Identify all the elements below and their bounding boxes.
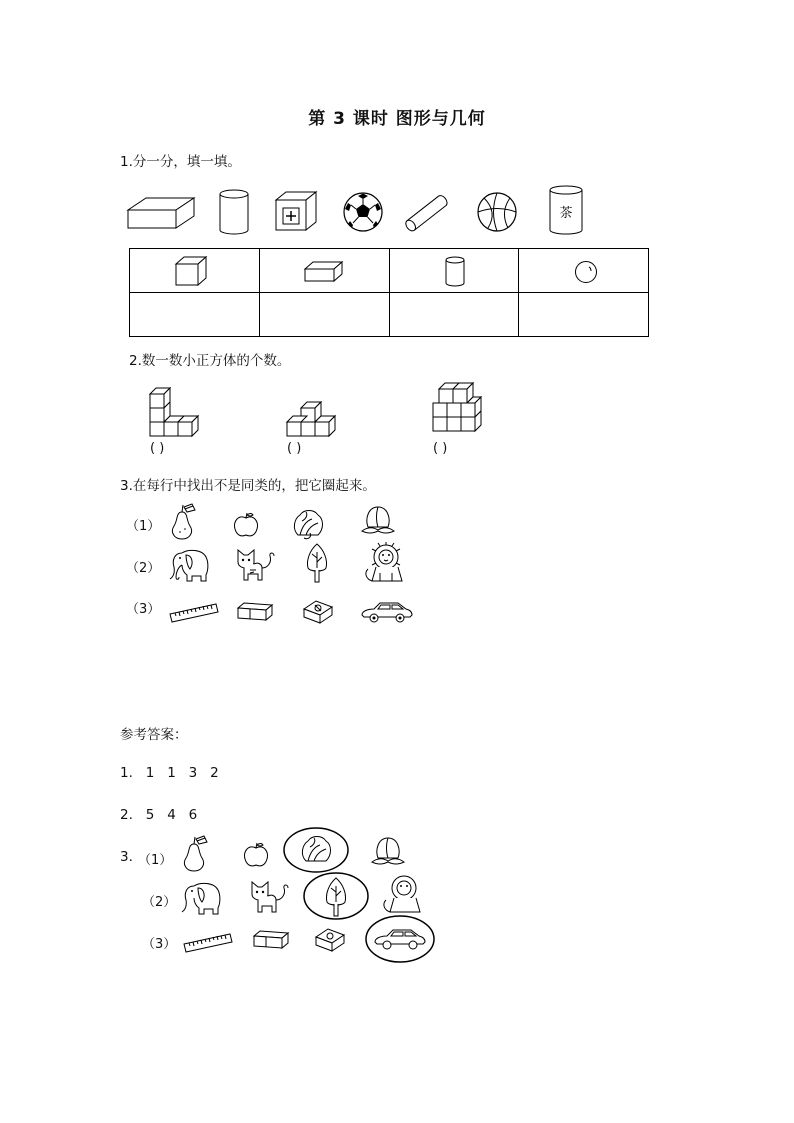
cube-stack-1 — [149, 385, 205, 439]
answer-eraser-icon — [252, 928, 292, 952]
header-cuboid — [259, 249, 389, 293]
row-label-1: （1） — [126, 519, 161, 534]
question-2-label: 2.数一数小正方体的个数。 — [129, 353, 291, 369]
answer-elephant-icon — [180, 878, 222, 918]
tilted-cylinder-icon — [402, 190, 454, 234]
header-sphere — [519, 249, 649, 293]
page-title: 第 3 课时 图形与几何 — [308, 109, 486, 129]
answer-3-prefix: 3. — [120, 849, 133, 865]
cylinder-small-icon — [445, 256, 465, 288]
answer-sharpener-icon — [314, 925, 346, 953]
answers-label: 参考答案： — [120, 727, 188, 743]
pear-icon — [168, 502, 198, 540]
answer-cabbage-circled — [282, 826, 350, 874]
apple-icon — [232, 512, 260, 538]
tea-can-label: 茶 — [559, 206, 573, 221]
tea-can-icon — [548, 184, 584, 236]
basketball-icon — [476, 191, 518, 233]
cube-icon — [175, 256, 207, 286]
header-cylinder — [389, 249, 519, 293]
header-cube — [130, 249, 260, 293]
soccer-ball-icon — [342, 191, 384, 233]
question-1-label: 1.分一分，填一填。 — [120, 154, 241, 170]
answer-cell-cuboid[interactable] — [259, 293, 389, 337]
elephant-icon — [168, 545, 210, 585]
answer-blank-3[interactable]: ( ) — [433, 441, 448, 456]
question-3-label: 3.在每行中找出不是同类的，把它圈起来。 — [120, 478, 376, 494]
cube-stack-2 — [286, 399, 342, 439]
tree-icon — [304, 542, 330, 584]
peach-icon — [360, 503, 396, 539]
cat-icon — [234, 546, 278, 584]
ruler-icon — [168, 600, 220, 624]
cuboid-icon — [304, 261, 344, 283]
box-icon — [126, 196, 196, 230]
row-label-2: （2） — [126, 561, 161, 576]
answer-cell-cylinder[interactable] — [389, 293, 519, 337]
answer-row-label-1: （1） — [138, 853, 173, 868]
medicine-cube-icon — [274, 190, 318, 232]
answer-peach-icon — [370, 834, 406, 870]
answer-ruler-icon — [182, 930, 234, 954]
answer-row-label-3: （3） — [142, 937, 177, 952]
sharpener-icon — [302, 597, 334, 625]
answer-2: 2. 5 4 6 — [120, 807, 198, 823]
answer-blank-1[interactable]: ( ) — [150, 441, 165, 456]
answer-blank-2[interactable]: ( ) — [287, 441, 302, 456]
row-label-3: （3） — [126, 602, 161, 617]
answer-car-circled — [364, 914, 436, 964]
answer-cell-sphere[interactable] — [519, 293, 649, 337]
car-icon — [360, 599, 414, 625]
answer-cell-cube[interactable] — [130, 293, 260, 337]
answer-row-label-2: （2） — [142, 895, 177, 910]
answer-tree-circled — [302, 871, 372, 921]
answer-lion-icon — [380, 874, 428, 916]
answer-cat-icon — [248, 878, 292, 916]
cylinder-icon — [218, 188, 250, 236]
answer-pear-icon — [180, 834, 210, 872]
eraser-icon — [236, 600, 276, 624]
sphere-icon — [574, 260, 598, 284]
answer-1: 1. 1 1 3 2 — [120, 765, 219, 781]
cube-stack-3 — [432, 381, 488, 439]
lion-icon — [362, 543, 410, 585]
classification-table — [129, 248, 649, 337]
answer-apple-icon — [242, 842, 270, 868]
cabbage-icon — [290, 507, 326, 541]
